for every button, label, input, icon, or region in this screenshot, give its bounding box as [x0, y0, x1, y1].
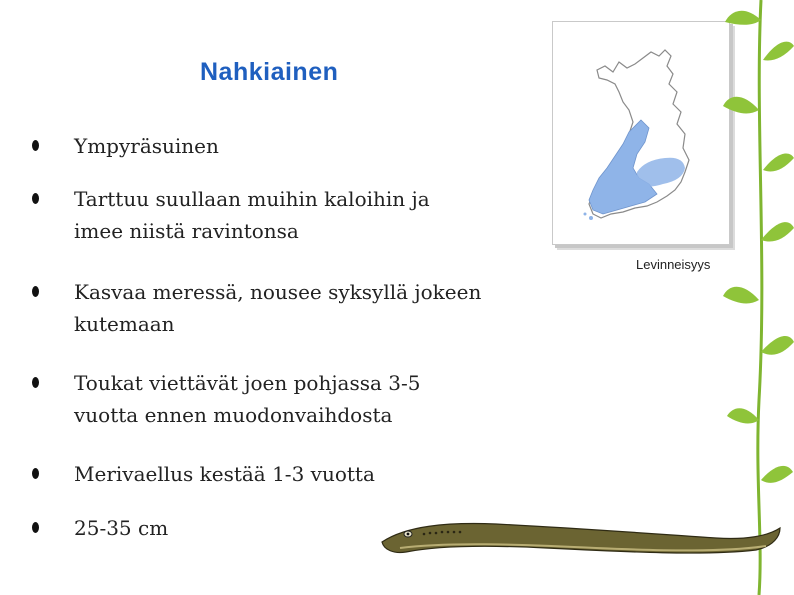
- bullet-text: [74, 183, 554, 247]
- reed-leaf: [761, 222, 794, 241]
- distribution-map: [552, 21, 730, 245]
- bullet-line: kutemaan: [74, 312, 175, 336]
- bullet-dot: [32, 286, 39, 297]
- bullet-dot: [32, 522, 39, 533]
- lamprey-illustration: [376, 512, 786, 564]
- bullet-dot: [32, 468, 39, 479]
- reed-leaf: [727, 408, 759, 423]
- map-caption: Levinneisyys: [636, 257, 711, 272]
- bullet-line: Toukat viettävät joen pohjassa 3-5: [74, 371, 421, 395]
- island: [589, 216, 593, 220]
- bullet-line: vuotta ennen muodonvaihdosta: [74, 403, 393, 427]
- bullet-text: [74, 458, 554, 490]
- finland-map-image: [553, 22, 729, 244]
- bullet-line: Tarttuu suullaan muihin kaloihin ja: [74, 187, 430, 211]
- lamprey-body: [382, 524, 780, 554]
- bullet-line: Kasvaa meressä, nousee syksyllä jokeen: [74, 280, 482, 304]
- bullet-line: imee niistä ravintonsa: [74, 219, 299, 243]
- reed-plant-decoration: [715, 0, 794, 595]
- reed-leaf: [725, 11, 761, 25]
- bullet-line: 25-35 cm: [74, 516, 169, 540]
- bullet-line: Merivaellus kestää 1-3 vuotta: [74, 462, 375, 486]
- bullet-text: [74, 367, 554, 431]
- island: [584, 213, 587, 216]
- reed-leaf: [723, 287, 759, 304]
- reed-leaf: [763, 42, 794, 61]
- lamprey-pupil: [407, 533, 410, 536]
- bullet-dot: [32, 140, 39, 151]
- reed-leaf: [761, 336, 794, 355]
- reed-leaf: [723, 97, 759, 114]
- bullet-dot: [32, 377, 39, 388]
- bullet-text: [74, 130, 554, 162]
- slide-title: Nahkiainen: [200, 58, 339, 86]
- reed-leaf: [763, 154, 794, 172]
- bullet-text: [74, 276, 554, 340]
- reed-stem: [758, 0, 762, 595]
- bullet-dot: [32, 193, 39, 204]
- bullet-line: Ympyräsuinen: [74, 134, 219, 158]
- reed-leaf: [761, 466, 793, 483]
